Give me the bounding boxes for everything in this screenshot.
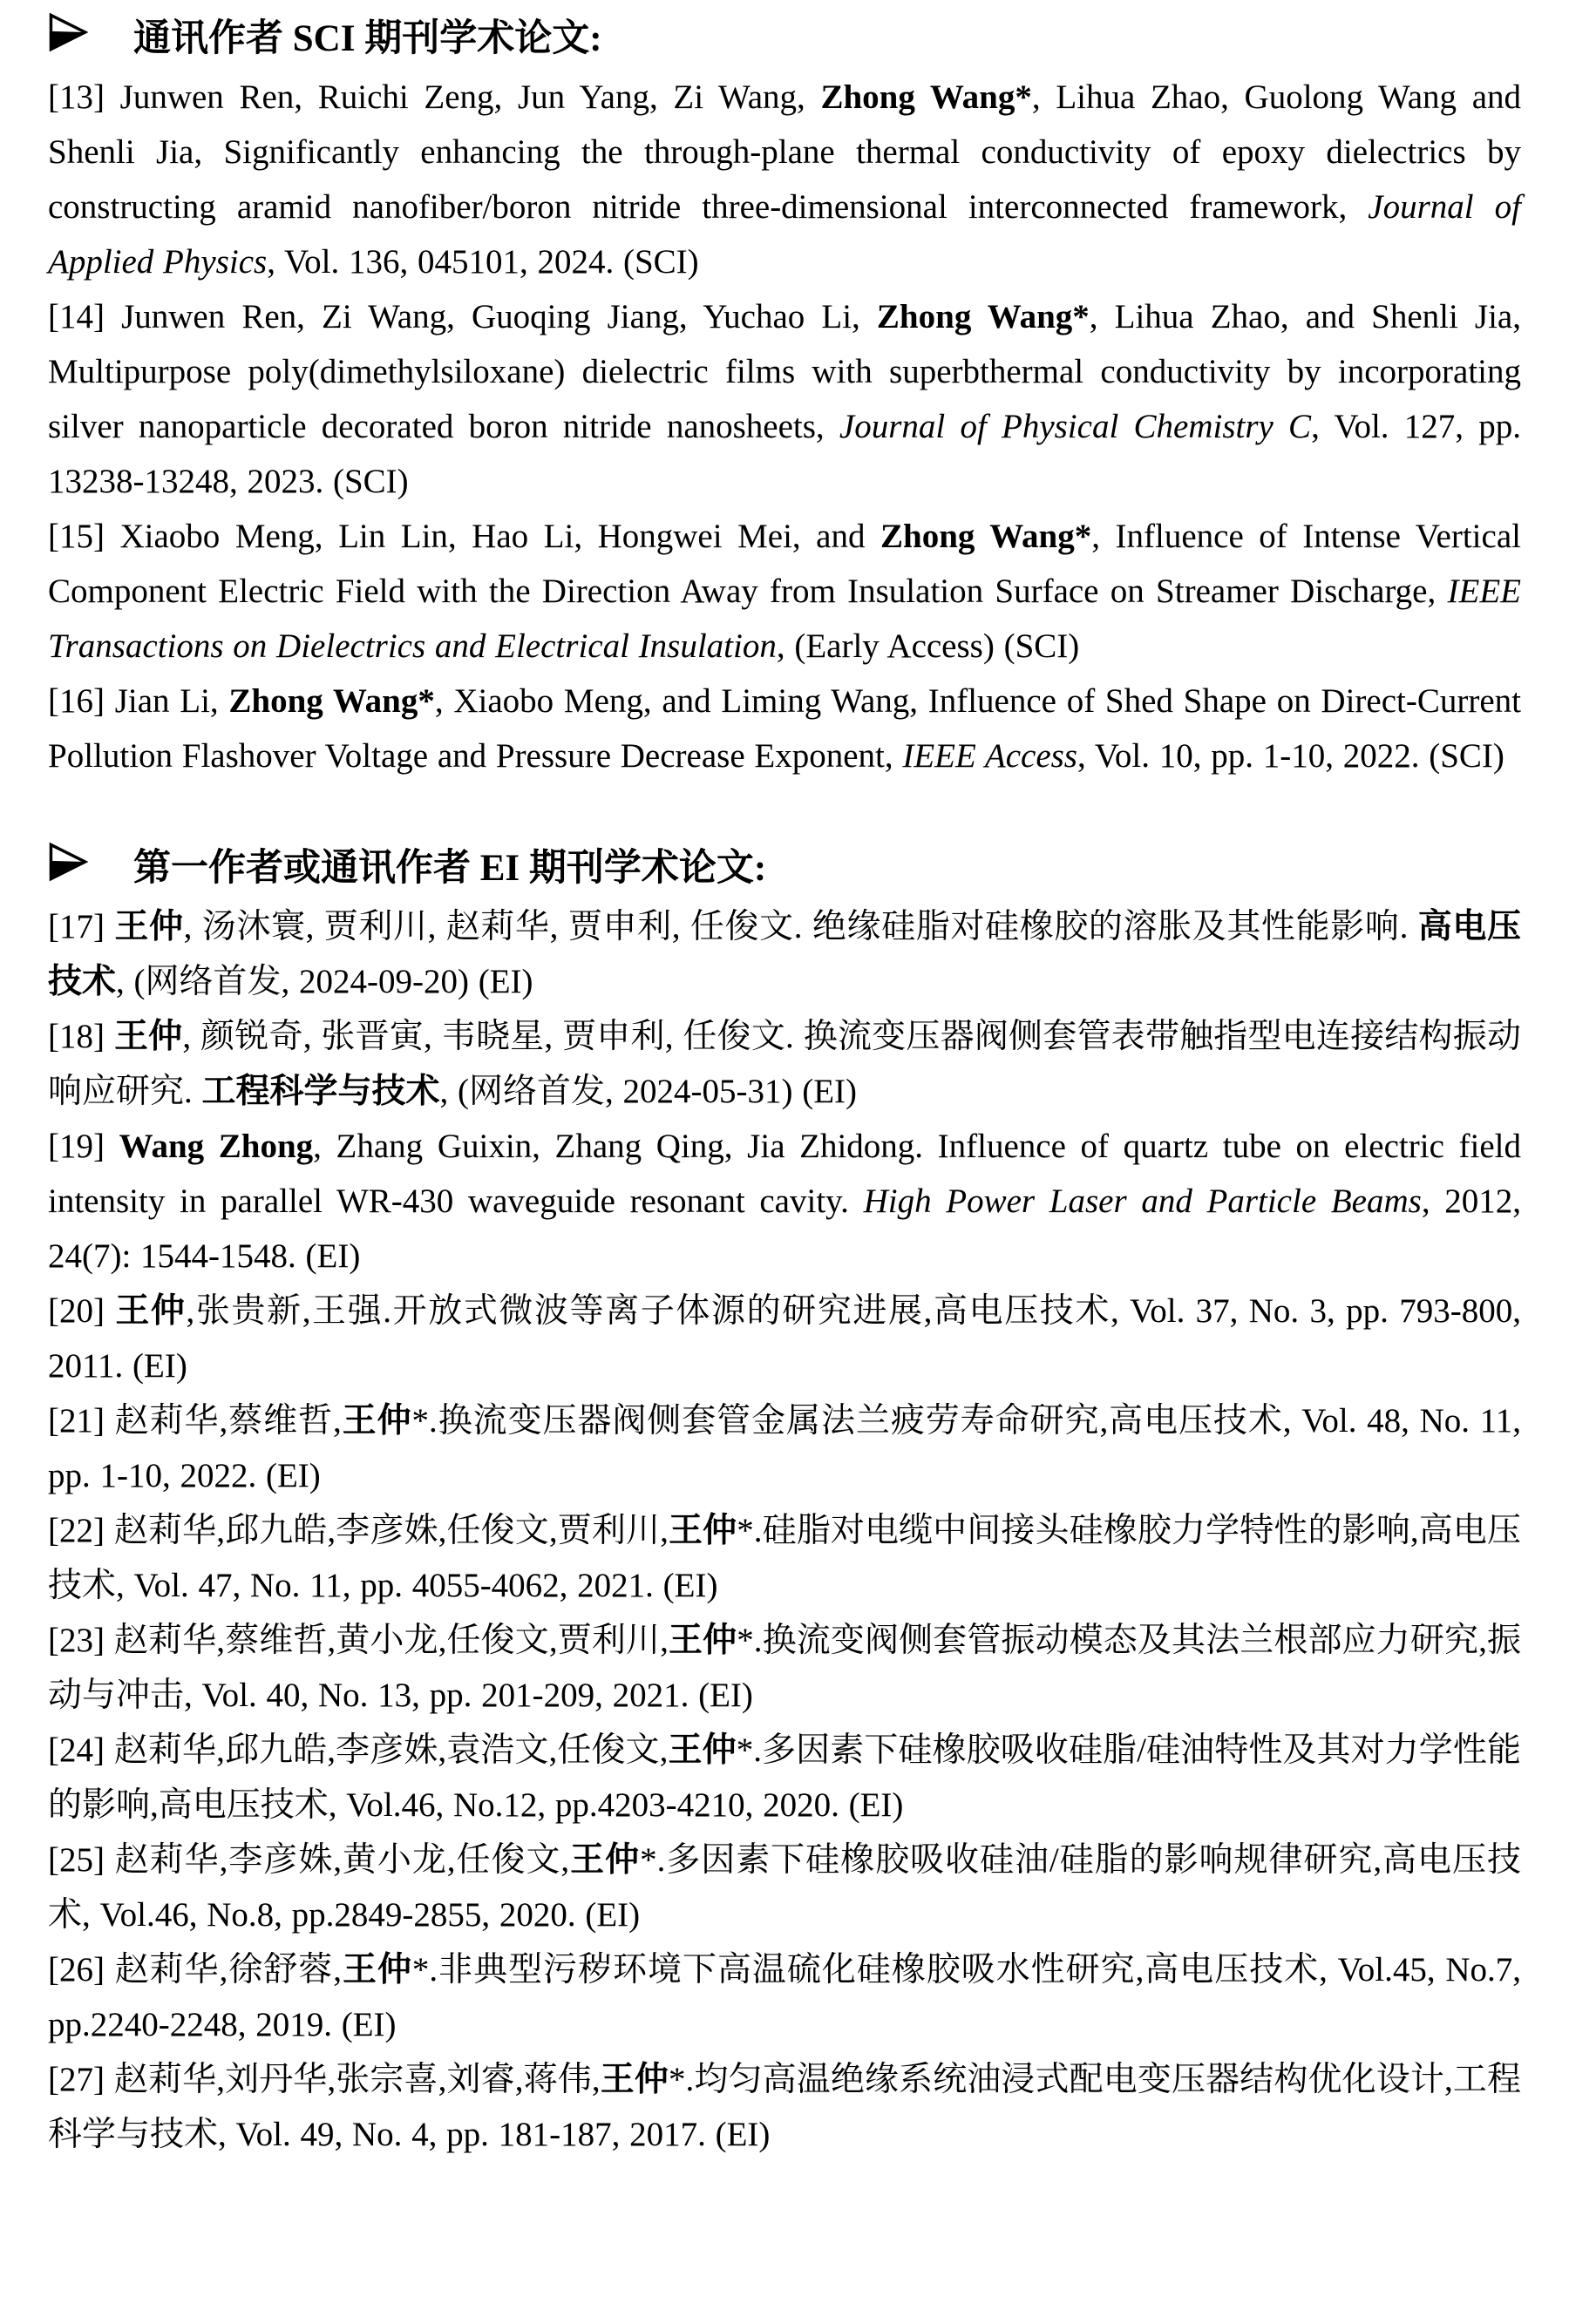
citation-text: [27] 赵莉华,刘丹华,张宗喜,刘睿,蒋伟, [48,2061,601,2098]
author-highlight: 王仲 [600,2061,669,2098]
citation-text: [26] 赵莉华,徐舒蓉, [48,1951,342,1989]
citation-text: [23] 赵莉华,蔡维哲,黄小龙,任俊文,贾利川, [48,1622,669,1659]
citation-text: , Vol. 10, pp. 1-10, 2022. (SCI) [1077,737,1504,775]
citation-item [48,1613,1521,1723]
citation-text: , (网络首发, 2024-05-31) (EI) [439,1073,858,1110]
citation-item [48,899,1521,1009]
citation-text: [18] [48,1018,114,1055]
citation-item [48,674,1521,783]
journal-name: High Power Laser and Particle Beams [863,1182,1422,1220]
author-highlight: 高电压技术 [48,908,1521,1000]
citation-item [48,1284,1521,1393]
author-highlight: Zhong Wang* [228,682,435,720]
citation-item [48,2052,1521,2162]
author-highlight: 王仲 [342,1951,412,1989]
section-heading [48,9,1521,70]
section-heading-text: 第一作者或通讯作者 EI 期刊学术论文: [133,848,767,889]
citation-text: , Lihua Zhao, and Shenli Jia, Multipurpose poly(dimethylsiloxane) dielectric films with superbthermal conductivity by incorporating silver nanoparticle decorated boron nitride nanosheets, [48,298,1521,445]
author-highlight: 工程科学与技术 [201,1073,440,1110]
journal-name: IEEE Access [902,737,1077,775]
citation-text: [24] 赵莉华,邱九皓,李彦姝,袁浩文,任俊文, [48,1731,669,1769]
author-highlight: 王仲 [668,1512,737,1549]
citation-text: , (Early Access) (SCI) [776,627,1080,665]
section-heading-text: 通讯作者 SCI 期刊学术论文: [133,18,602,59]
author-highlight: Zhong Wang* [876,298,1090,335]
citation-text: , Vol. 127, pp. 13238-13248, 2023. (SCI) [48,408,1521,500]
citation-text: [15] Xiaobo Meng, Lin Lin, Hao Li, Hongwei Mei, and [48,518,880,555]
author-highlight: 王仲 [113,1018,183,1055]
citation-text: [22] 赵莉华,邱九皓,李彦姝,任俊文,贾利川, [48,1512,669,1549]
citation-item [48,70,1521,289]
citation-item [48,1723,1521,1833]
section-heading [48,838,1521,899]
author-highlight: Wang Zhong [119,1128,314,1165]
citation-text: , Lihua Zhao, Guolong Wang and Shenli Jia, Significantly enhancing the through-plane thermal conductivity of epoxy dielectrics by constructing aramid nanofiber/boron nitride three-dimensional interconnected framework, [48,78,1522,226]
citation-text: , 颜锐奇, 张晋寅, 韦晓星, 贾申利, 任俊文. 换流变压器阀侧套管表带触指型电连接结构振动响应研究. [48,1018,1521,1110]
citation-item [48,1119,1521,1284]
citation-text: *.非典型污秽环境下高温硫化硅橡胶吸水性研究,高电压技术, Vol.45, No.7, pp.2240-2248, 2019. (EI) [48,1951,1521,2043]
citation-text: ,张贵新,王强.开放式微波等离子体源的研究进展,高电压技术, Vol. 37, No. 3, pp. 793-800, 2011. (EI) [48,1292,1521,1385]
author-highlight: 王仲 [341,1402,412,1440]
citation-text: *.均匀高温绝缘系统油浸式配电变压器结构优化设计,工程科学与技术, Vol. 49, No. 4, pp. 181-187, 2017. (EI) [48,2061,1521,2153]
journal-name: Journal of Physical Chemistry C [839,408,1312,445]
citation-text: [14] Junwen Ren, Zi Wang, Guoqing Jiang, Yuchao Li, [48,298,877,335]
arrowhead-bullet-icon [48,12,88,52]
author-highlight: 王仲 [668,1622,737,1659]
citation-text: *.多因素下硅橡胶吸收硅油/硅脂的影响规律研究,高电压技术, Vol.46, No.8, pp.2849-2855, 2020. (EI) [48,1841,1521,1934]
author-highlight: Zhong Wang* [820,78,1032,116]
citation-text: , Vol. 136, 045101, 2024. (SCI) [267,243,699,281]
citation-text: , Influence of Intense Vertical Component Electric Field with the Direction Away from Insulation Surface on Streamer Discharge, [48,518,1521,610]
section-spacer [48,783,1521,838]
citation-text: [20] [48,1292,116,1330]
citation-item [48,1009,1521,1119]
author-highlight: Zhong Wang* [880,518,1092,555]
publication-list [48,9,1521,2162]
author-highlight: 王仲 [115,1292,187,1330]
citation-item [48,1942,1521,2052]
citation-item [48,1503,1521,1613]
journal-name: IEEE Transactions on Dielectrics and Electrical Insulation [48,573,1521,665]
citation-text: [17] [48,908,115,945]
citation-item [48,1393,1521,1503]
citation-text: , Zhang Guixin, Zhang Qing, Jia Zhidong. Influence of quartz tube on electric field intensity in parallel WR-430 waveguide resonant cavity. [48,1128,1521,1220]
arrowhead-bullet-icon [48,842,88,882]
citation-text: *.硅脂对电缆中间接头硅橡胶力学特性的影响,高电压技术, Vol. 47, No. 11, pp. 4055-4062, 2021. (EI) [48,1512,1521,1604]
author-highlight: 王仲 [668,1731,737,1769]
citation-text: [21] 赵莉华,蔡维哲, [48,1402,342,1440]
citation-item [48,1833,1521,1942]
citation-text: , (网络首发, 2024-09-20) (EI) [116,963,533,1000]
citation-text: , Xiaobo Meng, and Liming Wang, Influence of Shed Shape on Direct-Current Pollution Flashover Voltage and Pressure Decrease Exponent, [48,682,1521,775]
author-highlight: 王仲 [569,1841,641,1879]
citation-text: [16] Jian Li, [48,682,229,720]
citation-text: *.多因素下硅橡胶吸收硅脂/硅油特性及其对力学性能的影响,高电压技术, Vol.46, No.12, pp.4203-4210, 2020. (EI) [48,1731,1521,1824]
citation-item [48,509,1521,674]
citation-text: *.换流变阀侧套管振动模态及其法兰根部应力研究,振动与冲击, Vol. 40, No. 13, pp. 201-209, 2021. (EI) [48,1622,1521,1714]
citation-text: *.换流变压器阀侧套管金属法兰疲劳寿命研究,高电压技术, Vol. 48, No. 11, pp. 1-10, 2022. (EI) [48,1402,1521,1494]
citation-text: , 2012, 24(7): 1544-1548. (EI) [48,1182,1522,1275]
citation-text: [19] [48,1128,119,1165]
citation-text: , 汤沐寰, 贾利川, 赵莉华, 贾申利, 任俊文. 绝缘硅脂对硅橡胶的溶胀及其性能影响. [183,908,1418,945]
author-highlight: 王仲 [114,908,184,945]
citation-text: [13] Junwen Ren, Ruichi Zeng, Jun Yang, Zi Wang, [48,78,821,116]
journal-name: Journal of Applied Physics [48,188,1521,281]
citation-item [48,289,1521,509]
citation-text: [25] 赵莉华,李彦姝,黄小龙,任俊文, [48,1841,570,1879]
